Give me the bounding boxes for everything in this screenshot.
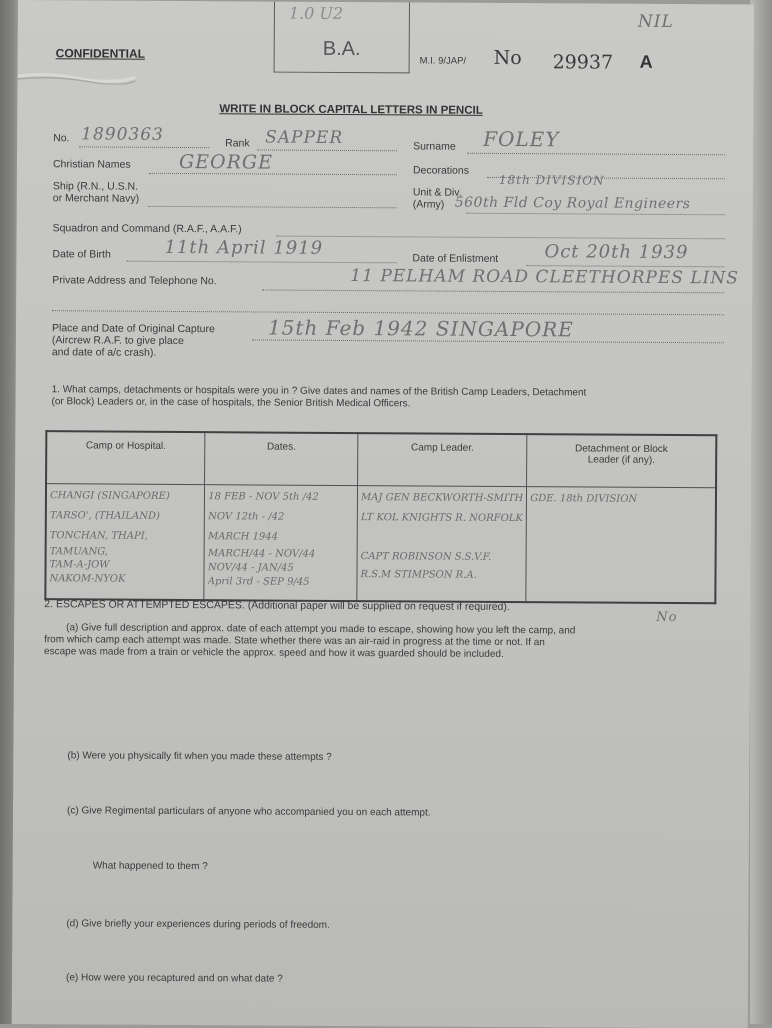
surname-label: Surname (413, 140, 456, 153)
question-1-line-2: (or Block) Leaders or, in the case of hospitals, the Senior British Medical Officers. (51, 396, 411, 410)
pencil-mark-top-right: NIL (637, 11, 674, 33)
camps-table-header-row (46, 431, 716, 488)
question-2a-line-3: escape was made from a train or vehicle the approx. speed and how it was guarded should be included. (43, 646, 504, 660)
question-2b: (b) Were you physically fit when you made these attempts ? (67, 750, 332, 763)
date-entry: MARCH 1944 (208, 531, 279, 543)
confidential-label: CONFIDENTIAL (55, 46, 146, 61)
no-label: No. (53, 132, 70, 145)
capture-label-line-2: (Aircrew R.A.F. to give place (51, 334, 184, 348)
christian-names-value: GEORGE (178, 150, 274, 174)
dates-cell (204, 485, 357, 601)
form-sheet (12, 0, 754, 1028)
table-row (45, 484, 716, 604)
capture-label-line-1: Place and Date of Original Capture (51, 322, 215, 336)
unit-value-line-1: 18th DIVISION (498, 172, 605, 188)
question-2a-line-1: (a) Give full description and approx. date of each attempt you made to escape, showing how you left the camp, and (66, 622, 576, 637)
leaders-cell (357, 486, 527, 603)
address-label: Private Address and Telephone No. (52, 274, 217, 288)
enlistment-label: Date of Enlistment (412, 252, 499, 265)
leader-entry: CAPT ROBINSON S.S.V.F. (360, 551, 492, 563)
question-2e: (e) How were you recaptured and on what date ? (65, 972, 283, 985)
serial-number: 29937 (552, 51, 614, 74)
rank-label: Rank (225, 137, 250, 150)
unit-label-line-2: (Army) (412, 198, 445, 211)
ship-label-line-1: Ship (R.N., U.S.N. (52, 180, 139, 193)
camp-entry: CHANGI (SINGAPORE) (49, 490, 170, 502)
ship-label (53, 180, 140, 205)
ship-label-line-2: or Merchant Navy) (52, 192, 140, 205)
form-code: M.I. 9/JAP/ (419, 55, 467, 67)
rank-value: SAPPER (265, 127, 344, 148)
capture-label (52, 322, 215, 359)
question-2a (44, 622, 575, 661)
question-2d: (d) Give briefly your experiences during periods of freedom. (66, 918, 330, 931)
camp-entry: NAKOM-NYOK (49, 573, 126, 585)
decorations-label: Decorations (412, 164, 470, 177)
date-entry: 18 FEB - NOV 5th /42 (208, 491, 319, 503)
camps-table (44, 430, 717, 604)
unit-label-line-1: Unit & Div. (412, 186, 462, 199)
christian-names-label: Christian Names (52, 158, 131, 171)
unit-value-line-2: 560th Fld Coy Royal Engineers (454, 194, 691, 213)
camp-entry: TAM-A-JOW (49, 559, 110, 571)
stamp-pencil-mark: 1.0 U2 (288, 3, 344, 23)
leader-entry: R.S.M STIMPSON R.A. (360, 569, 477, 581)
dob-label: Date of Birth (52, 248, 111, 261)
header-camp-leader: Camp Leader. (358, 433, 528, 487)
question-1-line-1: 1. What camps, detachments or hospitals were you in ? Give dates and names of the British Camp Leaders, Detachment (51, 384, 587, 399)
date-entry: NOV 12th - /42 (208, 511, 285, 523)
enlistment-value: Oct 20th 1939 (544, 241, 689, 264)
number-label: No (493, 46, 522, 70)
leader-entry: LT KOL KNIGHTS R. NORFOLK (360, 512, 523, 525)
surname-value: FOLEY (483, 126, 560, 152)
leader-entry: MAJ GEN BECKWORTH-SMITH (360, 492, 524, 505)
camp-entry: TONCHAN, THAPI, (49, 530, 148, 542)
dob-value: 11th April 1919 (164, 236, 324, 259)
squadron-label: Squadron and Command (R.A.F., A.A.F.) (52, 222, 242, 236)
camps-cell (45, 484, 205, 600)
no-value: 1890363 (81, 124, 164, 145)
address-value: 11 PELHAM ROAD CLEETHORPES LINS (350, 266, 739, 289)
serial-suffix: A (639, 51, 653, 72)
camp-entry: TAMUANG, (49, 546, 109, 558)
capture-value: 15th Feb 1942 SINGAPORE (267, 315, 574, 342)
stamp-text: B.A. (322, 37, 361, 61)
question-2a-line-2: from which camp each attempt was made. State whether there was an air-raid in progress at the time or not. If an (44, 634, 545, 649)
question-2c: (c) Give Regimental particulars of anyone who accompanied you on each attempt. (67, 805, 431, 819)
capture-label-line-3: and date of a/c crash). (51, 346, 157, 359)
detachment-cell (526, 487, 716, 604)
leader-entry (361, 528, 523, 549)
date-entry: April 3rd - SEP 9/45 (207, 576, 310, 588)
question-2-pencil-note: No (656, 609, 678, 626)
header-detachment-leader: Detachment or Block Leader (if any). (527, 434, 717, 488)
question-2-title: 2. ESCAPES OR ATTEMPTED ESCAPES. (Additional paper will be supplied on request if required). (44, 598, 510, 614)
binding-string (17, 70, 135, 85)
question-1-text (52, 384, 587, 411)
stamp-box (274, 2, 410, 74)
question-2c-follow-up: What happened to them ? (92, 860, 208, 873)
date-entry: NOV/44 - JAN/45 (207, 562, 294, 574)
right-paper-edge (750, 0, 772, 1024)
header-dates: Dates. (205, 432, 358, 485)
detachment-entry: GDE. 18th DIVISION (530, 493, 638, 505)
header-camp-or-hospital: Camp or Hospital. (46, 431, 205, 484)
date-entry: MARCH/44 - NOV/44 (207, 548, 316, 560)
camp-entry: TARSO', (THAILAND) (49, 510, 160, 522)
instruction-heading: WRITE IN BLOCK CAPITAL LETTERS IN PENCIL (219, 103, 483, 117)
